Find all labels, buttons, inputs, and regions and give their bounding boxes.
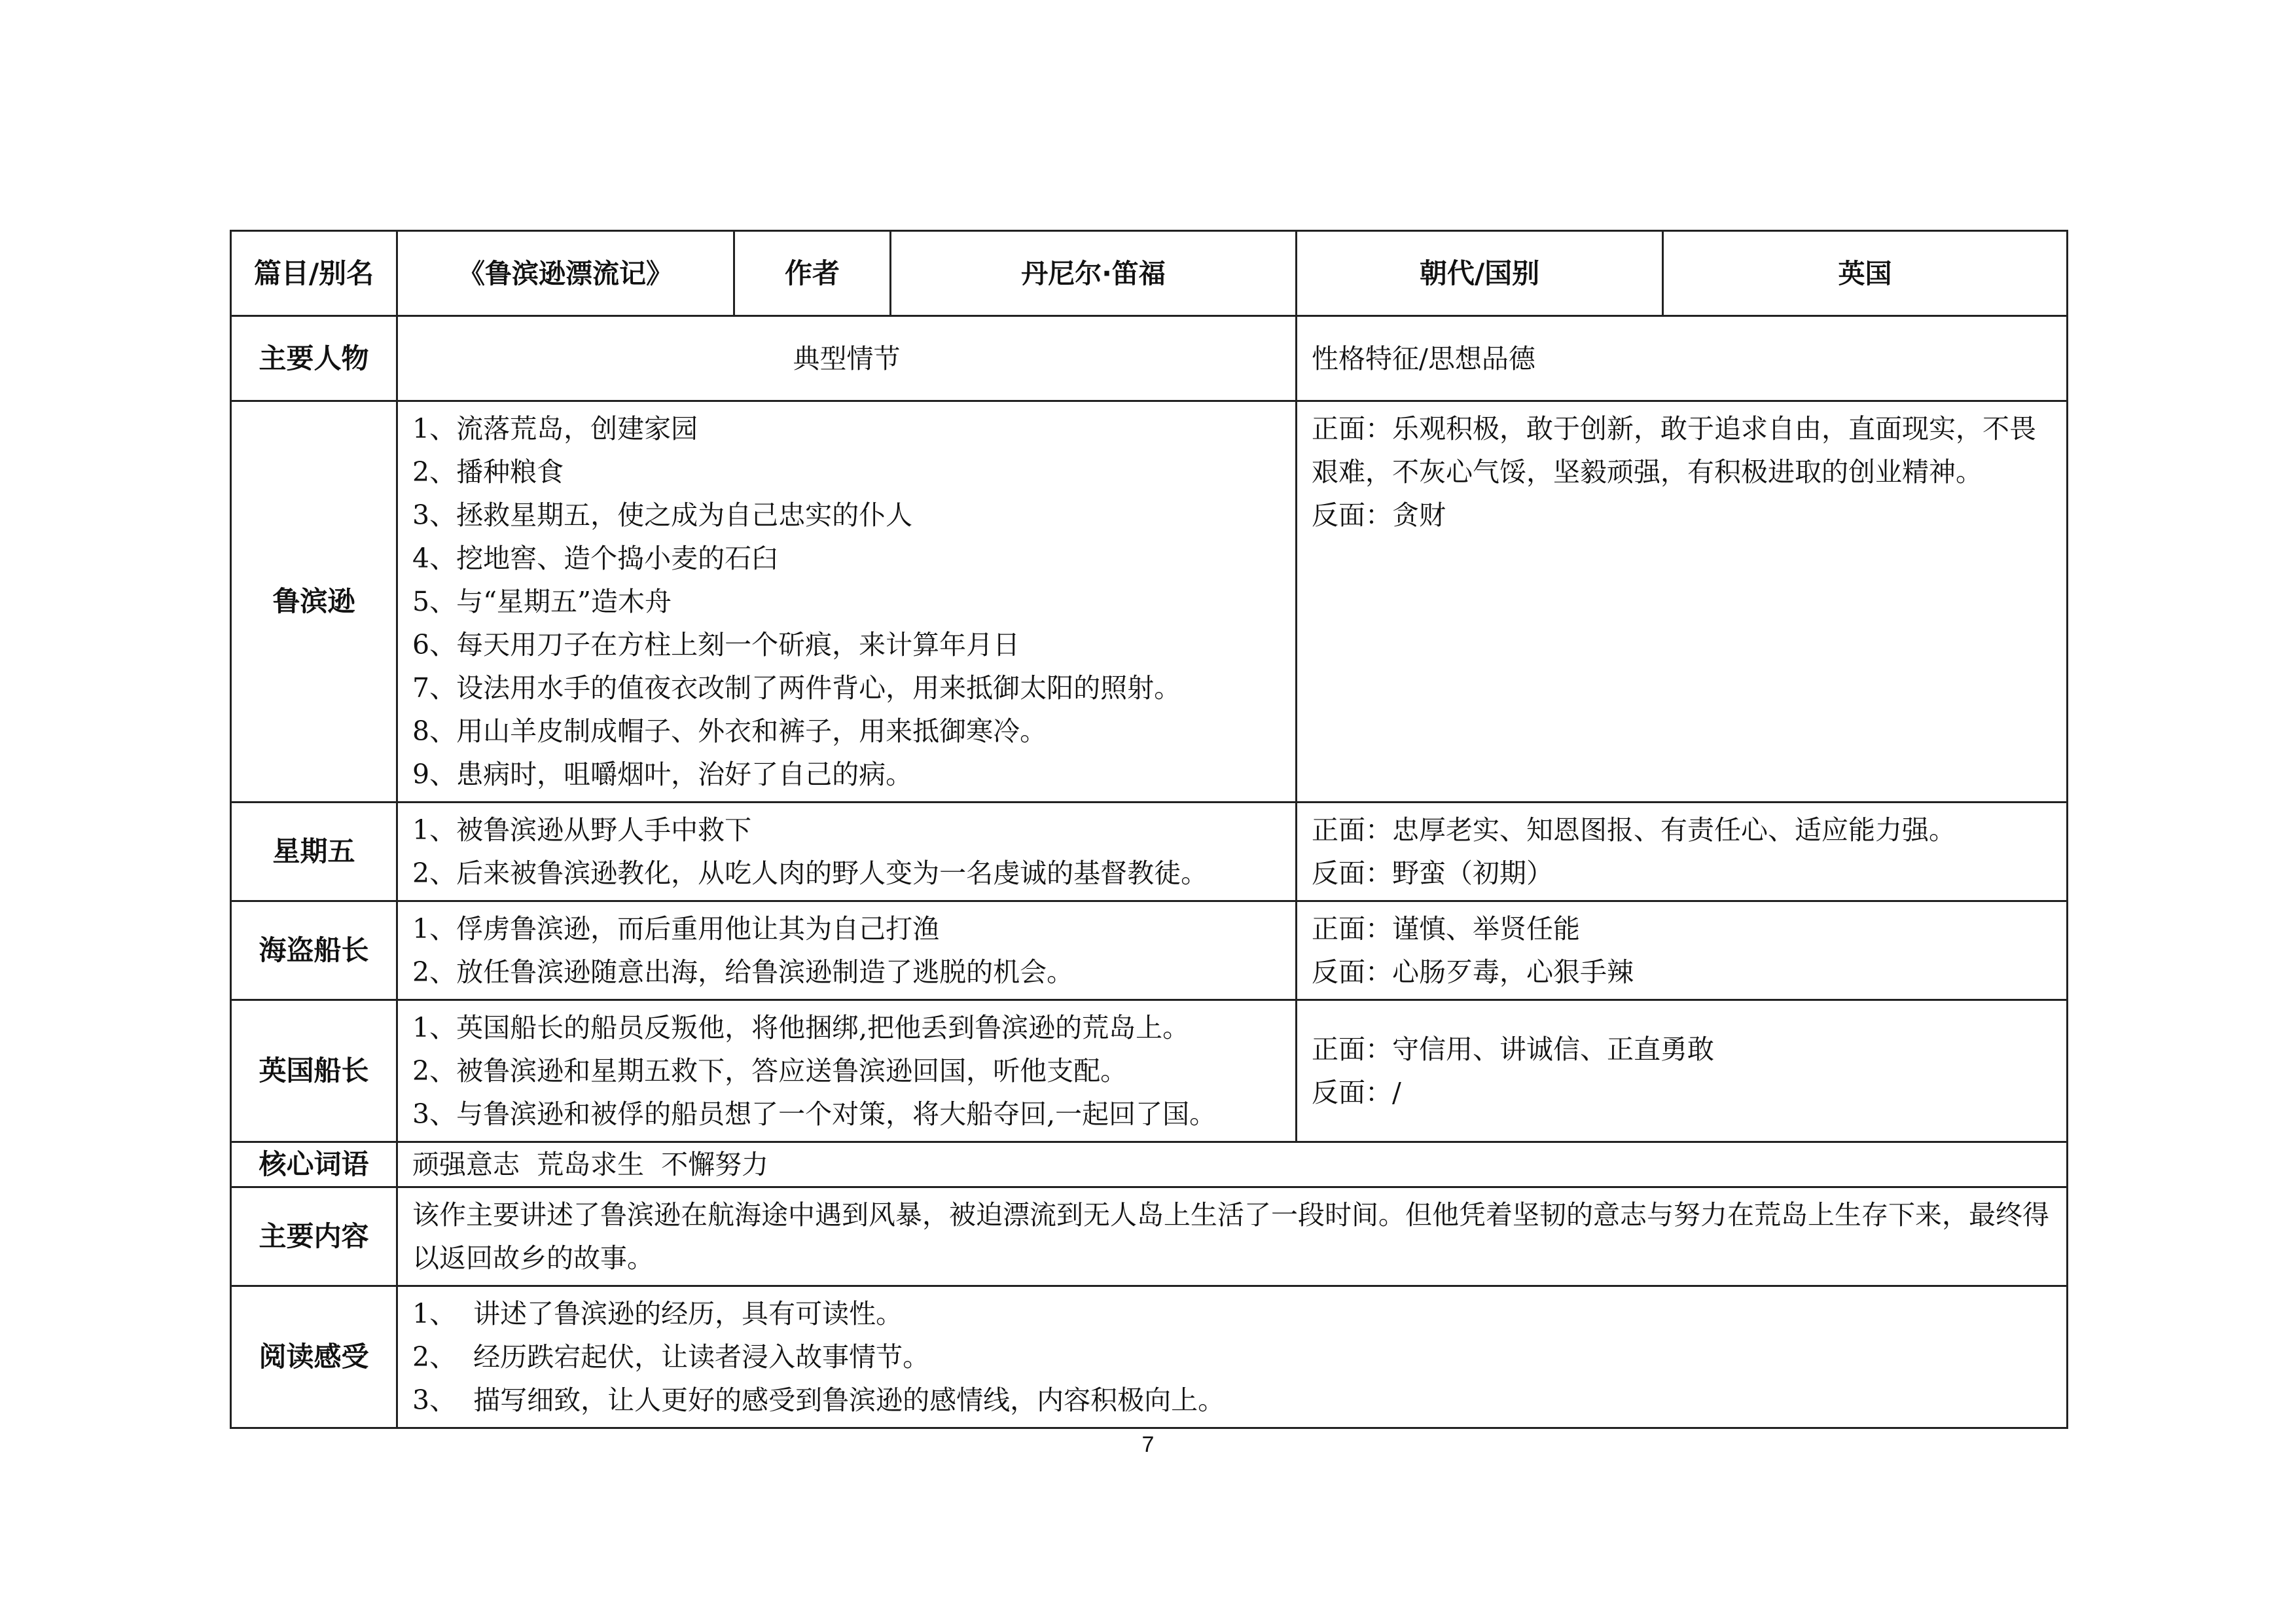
trait-positive: 正面：忠厚老实、知恩图报、有责任心、适应能力强。 [1312,814,1956,846]
core-words-value: 顽强意志 荒岛求生 不懈努力 [397,1142,2068,1187]
character-name: 英国船长 [231,1000,397,1142]
plot-item: 5、与“星期五”造木舟 [412,586,672,617]
core-words-row [231,1142,2068,1187]
plot-item: 1、流落荒岛，创建家园 [412,413,698,444]
plot-item: 7、设法用水手的值夜衣改制了两件背心，用来抵御太阳的照射。 [412,672,1181,704]
plot-item: 3、拯救星期五，使之成为自己忠实的仆人 [412,499,913,531]
column-header-row [231,316,2068,401]
plots-column-header: 典型情节 [397,316,1297,401]
reading-feelings-row [231,1286,2068,1428]
reading-feelings-label: 阅读感受 [231,1286,397,1428]
trait-cell [1297,901,2068,1000]
plot-item: 1、俘虏鲁滨逊，而后重用他让其为自己打渔 [412,913,940,945]
main-content-label: 主要内容 [231,1187,397,1286]
character-name: 星期五 [231,803,397,901]
country-label: 朝代/国别 [1297,231,1663,316]
trait-positive: 正面：守信用、讲诚信、正直勇敢 [1312,1034,1714,1065]
plot-list [397,1000,1297,1142]
character-row-pirate-captain [231,901,2068,1000]
characters-column-header: 主要人物 [231,316,397,401]
trait-negative: 反面：心肠歹毒，心狠手辣 [1312,956,1634,988]
core-words-label: 核心词语 [231,1142,397,1187]
plot-item: 9、患病时，咀嚼烟叶，治好了自己的病。 [412,759,913,790]
plot-item: 2、播种粮食 [412,456,564,488]
traits-column-header: 性格特征/思想品德 [1297,316,2068,401]
title-label: 篇目/别名 [231,231,397,316]
page-number: 7 [1141,1432,1155,1457]
trait-cell [1297,803,2068,901]
reading-notes-table [230,230,2068,1429]
trait-negative: 反面：贪财 [1312,499,1446,531]
plot-list [397,901,1297,1000]
character-row-friday [231,803,2068,901]
country-value: 英国 [1663,231,2068,316]
trait-cell [1297,1000,2068,1142]
character-name: 鲁滨逊 [231,401,397,803]
plot-item: 6、每天用刀子在方柱上刻一个斫痕，来计算年月日 [412,629,1020,660]
author-name: 丹尼尔·笛福 [891,231,1297,316]
plot-item: 1、被鲁滨逊从野人手中救下 [412,814,752,846]
main-content-value: 该作主要讲述了鲁滨逊在航海途中遇到风暴，被迫漂流到无人岛上生活了一段时间。但他凭着坚韧的意志与努力在荒岛上生存下来，最终得以返回故乡的故事。 [397,1187,2068,1286]
author-label: 作者 [734,231,891,316]
plot-item: 2、被鲁滨逊和星期五救下，答应送鲁滨逊回国，听他支配。 [412,1055,1128,1087]
reading-feeling-item: 2、 经历跌宕起伏，让读者浸入故事情节。 [412,1341,930,1373]
plot-item: 2、后来被鲁滨逊教化，从吃人肉的野人变为一名虔诚的基督教徒。 [412,857,1208,889]
plot-item: 2、放任鲁滨逊随意出海，给鲁滨逊制造了逃脱的机会。 [412,956,1074,988]
reading-feelings-list [397,1286,2068,1428]
header-row [231,231,2068,316]
plot-item: 8、用山羊皮制成帽子、外衣和裤子，用来抵御寒冷。 [412,715,1047,747]
trait-cell [1297,401,2068,803]
reading-feeling-item: 1、 讲述了鲁滨逊的经历，具有可读性。 [412,1298,903,1329]
plot-list [397,401,1297,803]
plot-list [397,803,1297,901]
plot-item: 1、英国船长的船员反叛他，将他捆绑,把他丢到鲁滨逊的荒岛上。 [412,1012,1190,1043]
character-name: 海盗船长 [231,901,397,1000]
trait-positive: 正面：谨慎、举贤任能 [1312,913,1580,945]
trait-negative: 反面：/ [1312,1077,1401,1108]
character-row-english-captain [231,1000,2068,1142]
book-title: 《鲁滨逊漂流记》 [397,231,734,316]
trait-negative: 反面：野蛮（初期） [1312,857,1553,889]
plot-item: 3、与鲁滨逊和被俘的船员想了一个对策，将大船夺回,一起回了国。 [412,1098,1217,1130]
trait-positive: 正面：乐观积极，敢于创新，敢于追求自由，直面现实，不畏艰难，不灰心气馁，坚毅顽强，有积极进取的创业精神。 [1312,413,2036,488]
reading-feeling-item: 3、 描写细致，让人更好的感受到鲁滨逊的感情线，内容积极向上。 [412,1384,1225,1416]
character-row-robinson [231,401,2068,803]
plot-item: 4、挖地窖、造个捣小麦的石臼 [412,543,779,574]
main-content-row [231,1187,2068,1286]
